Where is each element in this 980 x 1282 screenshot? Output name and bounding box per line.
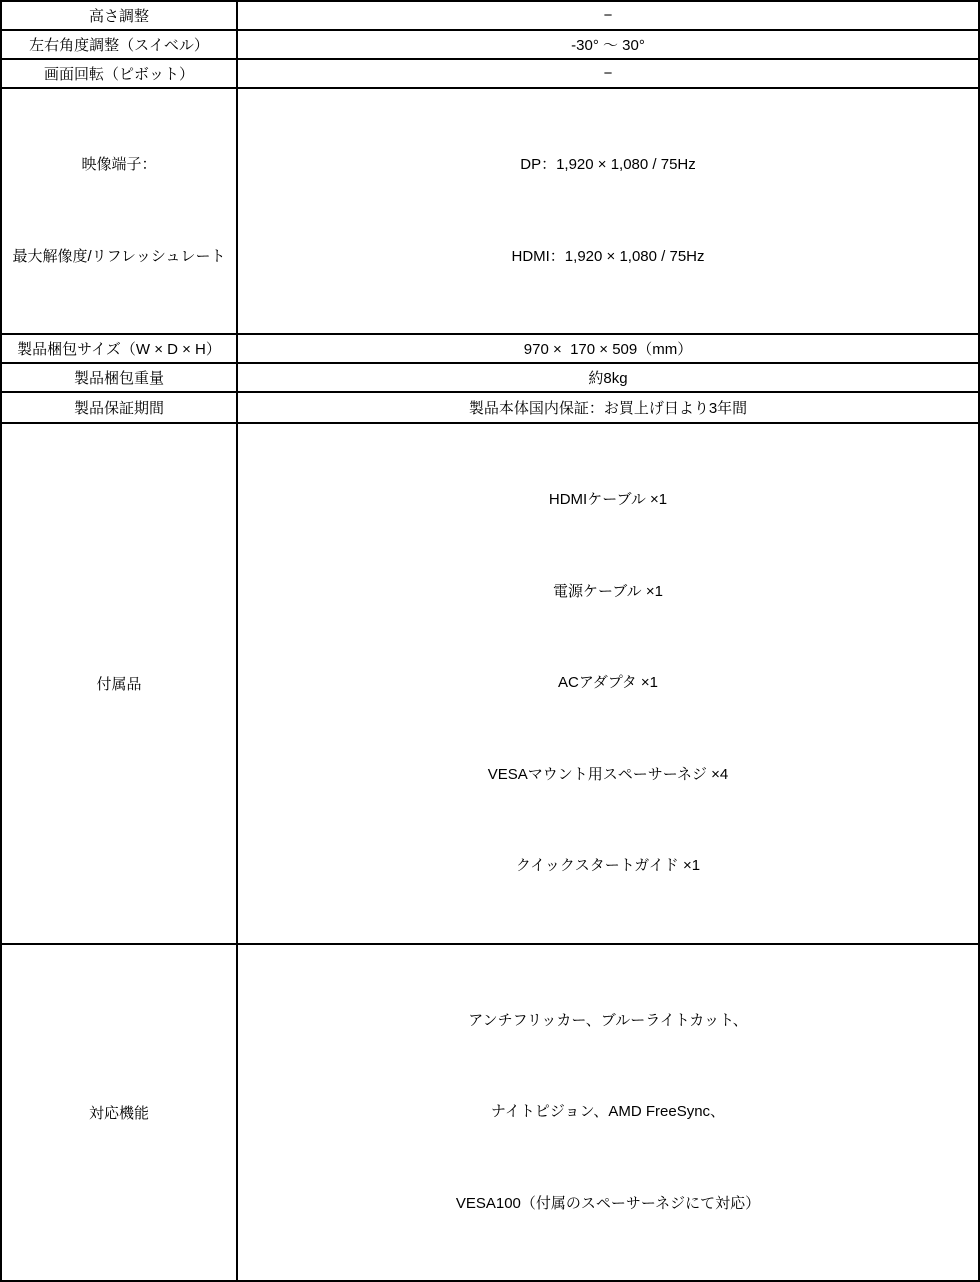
spec-value-video-input-max-resolution: [237, 88, 979, 334]
spec-value-line: DP：1,920 × 1,080 / 75Hz: [520, 156, 696, 173]
spec-value-accessories: [237, 423, 979, 944]
spec-value-line: HDMI：1,920 × 1,080 / 75Hz: [511, 247, 705, 265]
spec-label-accessories: 付属品: [1, 423, 237, 944]
spec-label-line: 最大解像度/リフレッシュレート: [12, 247, 226, 265]
spec-row-package-weight: [1, 363, 979, 392]
spec-value-package-size: 970 × 170 × 509（mm）: [237, 334, 979, 363]
spec-label-package-size: 製品梱包サイズ（W × D × H）: [1, 334, 237, 363]
spec-value-line: VESAマウント用スペーサーネジ ×4: [487, 765, 729, 783]
spec-label-package-weight: 製品梱包重量: [1, 363, 237, 392]
spec-value-line: ナイトピジョン、AMD FreeSync、: [490, 1103, 726, 1120]
spec-value-line: HDMIケーブル ×1: [548, 491, 668, 508]
spec-label-supported-features: 対応機能: [1, 944, 237, 1282]
spec-label-line: 映像端子：: [81, 156, 157, 173]
spec-row-warranty: [1, 392, 979, 423]
spec-value-line: VESA100（付属のスペーサーネジにて対応）: [455, 1194, 761, 1212]
spec-value-line: アンチフリッカー、ブルーライトカット、: [468, 1011, 748, 1029]
spec-value-line: クイックスタートガイド ×1: [515, 857, 701, 874]
spec-value-height-adjustment: −: [237, 1, 979, 30]
spec-row-video-input-max-resolution: [1, 88, 979, 334]
spec-label-warranty: 製品保証期間: [1, 392, 237, 423]
spec-value-supported-features: [237, 944, 979, 1282]
spec-row-package-size: [1, 334, 979, 363]
spec-value-swivel: -30° ～ 30°: [237, 30, 979, 59]
spec-label-pivot: 画面回転（ピボット）: [1, 59, 237, 88]
spec-label-video-input-max-resolution: [1, 88, 237, 334]
spec-row-swivel: [1, 30, 979, 59]
spec-value-warranty: 製品本体国内保証：お買上げ日より3年間: [237, 392, 979, 423]
spec-label-swivel: 左右角度調整（スイベル）: [1, 30, 237, 59]
spec-value-line: 電源ケーブル ×1: [553, 582, 663, 600]
spec-value-pivot: −: [237, 59, 979, 88]
spec-value-package-weight: 約8kg: [237, 363, 979, 392]
spec-row-supported-features: [1, 944, 979, 1282]
spec-row-pivot: [1, 59, 979, 88]
spec-row-height-adjustment: [1, 1, 979, 30]
spec-row-accessories: [1, 423, 979, 944]
spec-value-line: ACアダプタ ×1: [557, 674, 658, 691]
spec-label-height-adjustment: 高さ調整: [1, 1, 237, 30]
